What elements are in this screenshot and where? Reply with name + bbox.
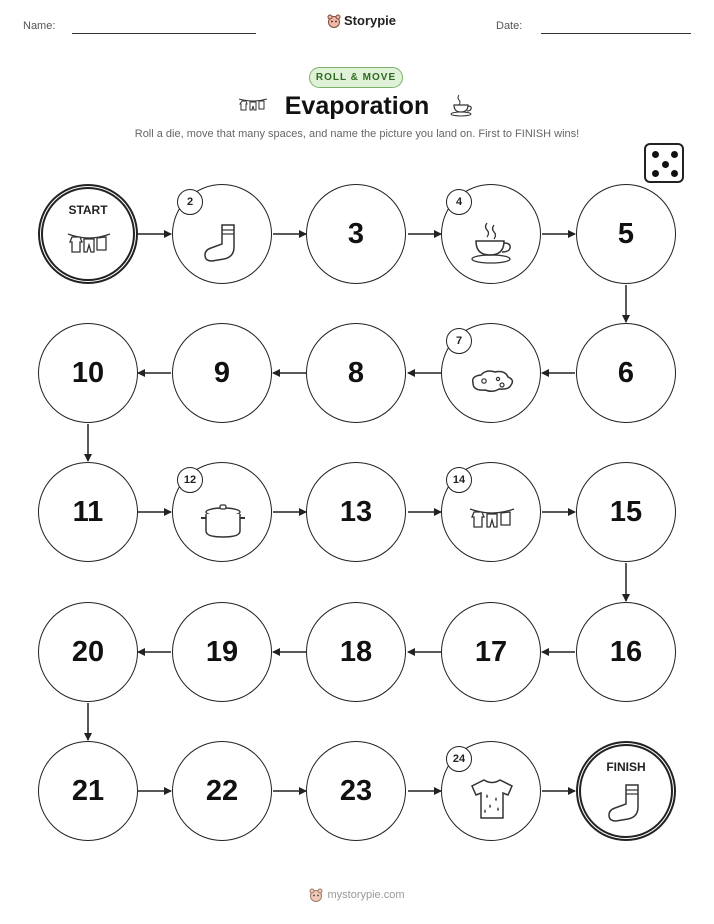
space-number: 20 — [71, 635, 105, 668]
activity-badge: ROLL & MOVE — [309, 67, 403, 88]
board-space — [576, 323, 676, 423]
finish-space — [576, 741, 676, 841]
space-number-badge: 24 — [446, 746, 472, 772]
date-label: Date: — [496, 20, 523, 32]
puddle-icon — [467, 356, 517, 406]
board-space — [306, 602, 406, 702]
sock-icon — [198, 217, 248, 267]
board-space — [576, 462, 676, 562]
space-number-badge: 12 — [177, 467, 203, 493]
board-space — [38, 323, 138, 423]
board-space — [441, 602, 541, 702]
clothesline-icon — [467, 495, 517, 545]
clothesline-icon — [64, 222, 114, 272]
board-space — [172, 741, 272, 841]
footer — [0, 888, 714, 902]
start-space — [38, 184, 138, 284]
board-space — [172, 462, 272, 562]
space-number: 16 — [609, 635, 643, 668]
space-number-badge: 14 — [446, 467, 472, 493]
steaming-cup-icon — [467, 217, 517, 267]
space-number-badge: 7 — [446, 328, 472, 354]
space-number: 19 — [205, 635, 239, 668]
space-number: 6 — [617, 356, 635, 389]
board-space — [172, 184, 272, 284]
space-number: 21 — [71, 774, 105, 807]
space-number-badge: 2 — [177, 189, 203, 215]
name-label: Name: — [23, 20, 56, 32]
space-number: 13 — [339, 495, 373, 528]
finish-label: FINISH — [606, 760, 646, 774]
space-number: 22 — [205, 774, 239, 807]
board-space — [306, 323, 406, 423]
brand-name: Storypie — [344, 13, 397, 28]
board-space — [172, 602, 272, 702]
space-number: 18 — [339, 635, 373, 668]
board-space — [306, 184, 406, 284]
space-number: 17 — [474, 635, 508, 668]
board-space — [441, 462, 541, 562]
space-number: 23 — [339, 774, 373, 807]
board-space — [576, 184, 676, 284]
board-space — [38, 602, 138, 702]
board-space — [441, 323, 541, 423]
space-number: 11 — [72, 495, 104, 528]
space-number: 15 — [609, 495, 643, 528]
board-space — [441, 184, 541, 284]
sock-icon — [602, 779, 652, 829]
space-number: 10 — [71, 356, 105, 389]
board-space — [576, 602, 676, 702]
board-space — [306, 741, 406, 841]
instructions: Roll a die, move that many spaces, and name the picture you land on. First to FINISH wins! — [134, 128, 580, 140]
board-space — [441, 741, 541, 841]
space-number: 9 — [213, 356, 231, 389]
board-space — [306, 462, 406, 562]
footer-site[interactable]: mystorypie.com — [327, 889, 405, 901]
cooking-pot-icon — [198, 495, 248, 545]
start-label: START — [68, 203, 108, 217]
board-space — [38, 741, 138, 841]
wet-shirt-icon — [467, 774, 517, 824]
space-number: 3 — [347, 217, 365, 250]
space-number: 8 — [347, 356, 365, 389]
space-number-badge: 4 — [446, 189, 472, 215]
storypie-logo-icon — [309, 888, 323, 902]
board-space — [172, 323, 272, 423]
board-space — [38, 462, 138, 562]
space-number: 5 — [617, 217, 635, 250]
page-title: Evaporation — [284, 92, 430, 120]
